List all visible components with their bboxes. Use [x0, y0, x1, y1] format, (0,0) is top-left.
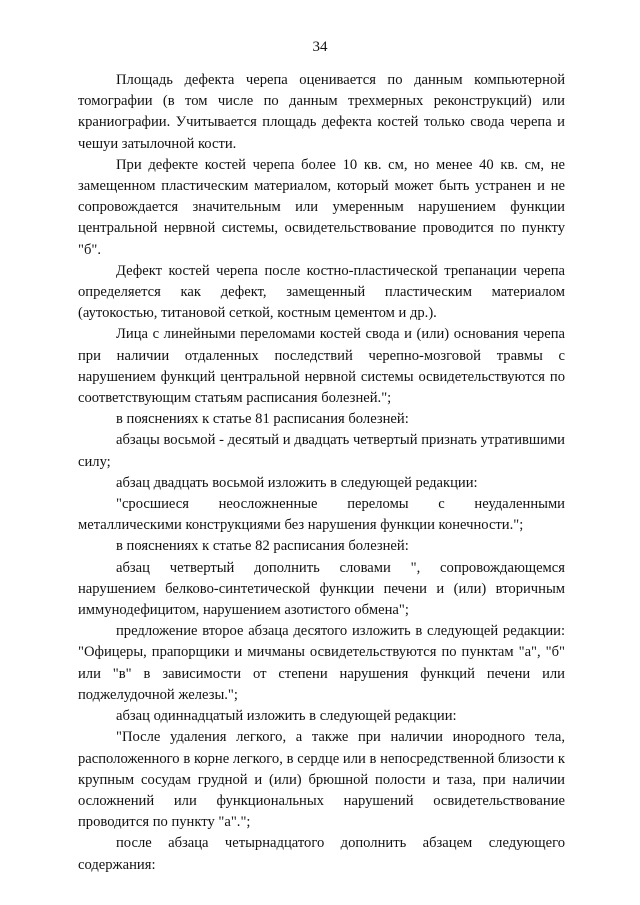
page-number: 34 — [312, 39, 328, 55]
paragraph: абзац двадцать восьмой изложить в следующей редакции: — [116, 474, 478, 491]
paragraph: "сросшиеся неосложненные переломы с неудаленными металлическими конструкциями без нарушения функции конечности."; — [78, 496, 565, 534]
paragraph: в пояснениях к статье 82 расписания болезней: — [116, 538, 409, 555]
paragraph: абзац четвертый дополнить словами ", сопровождающемся нарушением белково-синтетической функции печени и (или) вторичным иммунодефицитом, нарушением азотистого обмена"; — [78, 559, 565, 619]
document-body — [78, 70, 565, 876]
paragraph: абзацы восьмой - десятый и двадцать четвертый признать утратившими силу; — [78, 432, 565, 470]
paragraph: Лица с линейными переломами костей свода и (или) основания черепа при наличии отдаленных последствий черепно-мозговой травмы с нарушением функций центральной нервной системы освидетельствуются по соответствующим статьям расписания болезней."; — [78, 326, 565, 407]
paragraph: Дефект костей черепа после костно-пластической трепанации черепа определяется как дефект, замещенный пластическим материалом (аутокостью, титановой сеткой, костным цементом и др.). — [78, 262, 565, 322]
paragraph: При дефекте костей черепа более 10 кв. см, но менее 40 кв. см, не замещенном пластическим материалом, который может быть устранен и не сопровождается значительным или умеренным нарушением функции центральной нервной системы, освидетельствование проводится по пункту "б". — [78, 156, 565, 258]
paragraph: "После удаления легкого, а также при наличии инородного тела, расположенного в корне легкого, в сердце или в непосредственной близости к крупным сосудам грудной и (или) брюшной полости и таза, при наличии осложнений или функциональных нарушений освидетельствование проводится по пункту "а"."; — [78, 729, 565, 831]
paragraph: абзац одиннадцатый изложить в следующей редакции: — [116, 708, 457, 725]
paragraph: после абзаца четырнадцатого дополнить абзацем следующего содержания: — [78, 835, 565, 873]
paragraph: Площадь дефекта черепа оценивается по данным компьютерной томографии (в том числе по данным трехмерных реконструкций) или краниографии. Учитывается площадь дефекта костей только свода черепа и чешуи затылочной кости. — [78, 72, 565, 152]
paragraph: в пояснениях к статье 81 расписания болезней: — [116, 411, 409, 428]
paragraph: предложение второе абзаца десятого изложить в следующей редакции: "Офицеры, прапорщики и мичманы освидетельствуются по пунктам "а", "б" или "в" в зависимости от степени нарушения функций печени или поджелудочной железы."; — [78, 623, 565, 703]
